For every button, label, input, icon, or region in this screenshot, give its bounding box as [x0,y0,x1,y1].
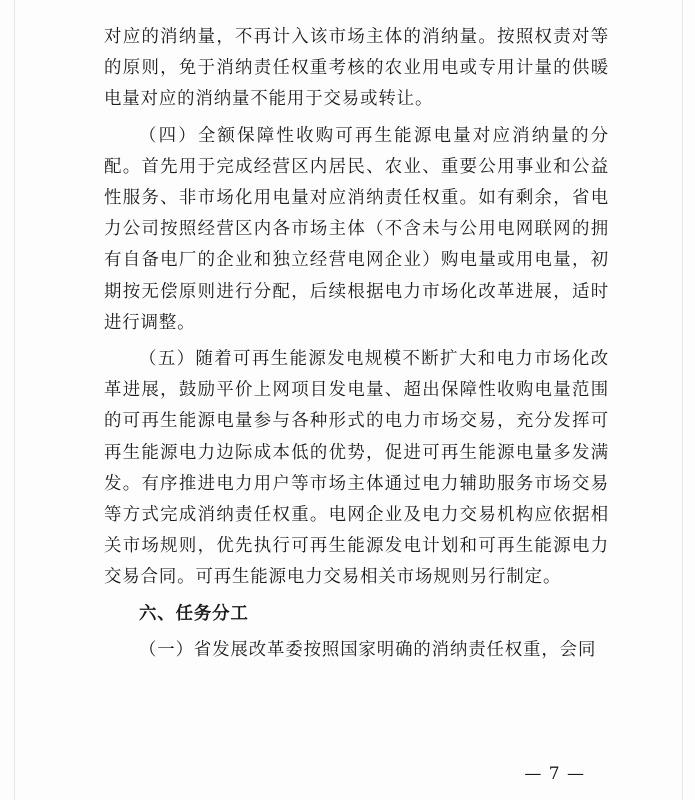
paragraph-continued: 对应的消纳量，不再计入该市场主体的消纳量。按照权责对等的原则，免于消纳责任权重考核的农业用电或专用计量的供暖电量对应的消纳量不能用于交易或转让。 [104,27,609,110]
page-number: — 7 — [524,764,585,784]
section-heading: 六、任务分工 [139,603,249,624]
paragraph-section-five: （五）随着可再生能源发电规模不断扩大和电力市场化改革进展，鼓励平价上网项目发电量、超出保障性收购电量范围的可再生能源电量参与各种形式的电力市场交易，充分发挥可再生能源电力边际成本低的优势，促进可再生能源电量多发满发。有序推进电力用户等市场主体通过电力辅助服务市场交易等方式完成消纳责任权重。电网企业及电力交易机构应依据相关市场规则，优先执行可再生能源发电计划和可再生能源电力交易合同。可再生能源电力交易相关市场规则另行制定。 [104,349,609,588]
paragraph-section-four: （四）全额保障性收购可再生能源电量对应消纳量的分配。首先用于完成经营区内居民、农业、重要公用事业和公益性服务、非市场化用电量对应消纳责任权重。如有剩余，省电力公司按照经营区内各市场主体（不含未与公用电网联网的拥有自备电厂的企业和独立经营电网企业）购电量或用电量，初期按无偿原则进行分配，后续根据电力市场化改革进展，适时进行调整。 [104,125,609,333]
paragraph-task-one: （一）省发展改革委按照国家明确的消纳责任权重，会同 [139,639,597,660]
document-body [104,22,609,666]
scan-edge-left [14,0,15,800]
scan-edge-right [682,0,683,800]
